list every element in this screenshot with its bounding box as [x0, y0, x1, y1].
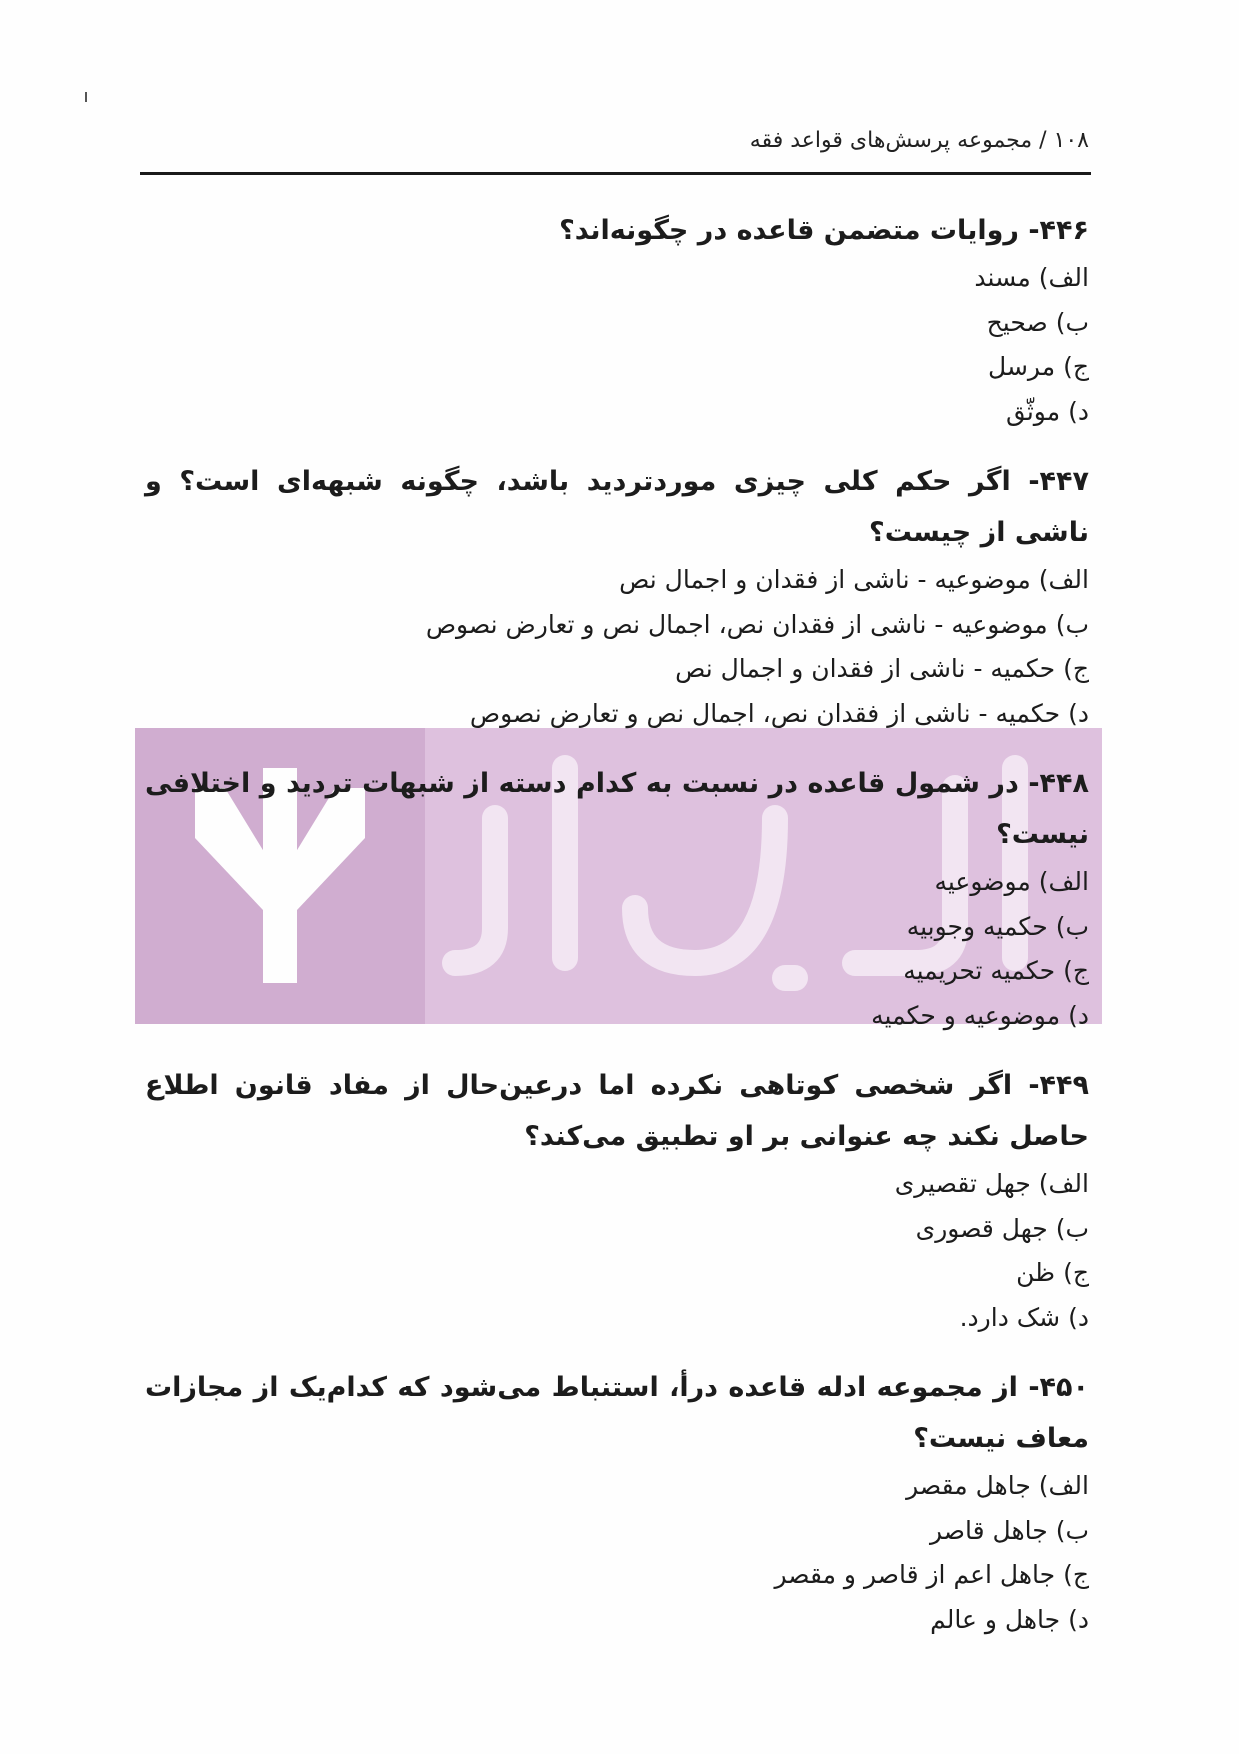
question-body: از مجموعه ادله قاعده درأ، استنباط می‌شود که کدام‌یک از مجازات معاف نیست؟ [145, 1372, 1089, 1454]
option-a [145, 256, 1089, 301]
header-rule [140, 172, 1091, 175]
option-letter: ب) [1055, 911, 1089, 941]
option-text: موضوعیه - ناشی از فقدان نص، اجمال نص و تعارض نصوص [425, 609, 1048, 639]
question-text [145, 758, 1089, 860]
option-letter: د) [1068, 396, 1089, 426]
option-d [145, 390, 1089, 435]
option-b [145, 301, 1089, 346]
question-body: اگر شخصی کوتاهی نکرده اما درعین‌حال از مفاد قانون اطلاع حاصل نکند چه عنوانی بر او تطبیق می‌کند؟ [145, 1070, 1089, 1152]
option-letter: ب) [1055, 307, 1089, 337]
option-text: موثّق [1005, 396, 1061, 426]
option-text: موضوعیه و حکمیه [871, 1000, 1061, 1030]
question-449 [145, 1060, 1089, 1340]
question-447 [145, 456, 1089, 736]
option-a [145, 1162, 1089, 1207]
option-text: صحیح [986, 307, 1048, 337]
option-letter: د) [1068, 1000, 1089, 1030]
option-d [145, 1598, 1089, 1643]
option-d [145, 994, 1089, 1039]
question-body: اگر حکم کلی چیزی موردتردید باشد، چگونه شبهه‌ای است؟ و ناشی از چیست؟ [145, 466, 1089, 548]
option-c [145, 1553, 1089, 1598]
option-d [145, 1296, 1089, 1341]
option-letter: د) [1068, 1604, 1089, 1634]
option-a [145, 1464, 1089, 1509]
option-a [145, 860, 1089, 905]
option-letter: ب) [1055, 1515, 1089, 1545]
option-text: جاهل مقصر [906, 1471, 1031, 1500]
question-448 [145, 758, 1089, 1038]
option-text: جهل تقصیری [894, 1169, 1031, 1198]
question-446 [145, 205, 1089, 434]
question-number: ۴۴۶- [1028, 215, 1089, 246]
option-c [145, 345, 1089, 390]
question-number: ۴۵۰- [1028, 1372, 1089, 1403]
option-a [145, 558, 1089, 603]
option-letter: ب) [1055, 609, 1089, 639]
question-450 [145, 1362, 1089, 1642]
option-letter: الف) [1038, 867, 1089, 896]
option-b [145, 1207, 1089, 1252]
option-letter: ب) [1055, 1213, 1089, 1243]
option-text: جهل قصوری [915, 1213, 1048, 1243]
option-text: مسند [974, 263, 1031, 292]
option-letter: الف) [1038, 565, 1089, 594]
question-body: روایات متضمن قاعده در چگونه‌اند؟ [559, 215, 1019, 246]
option-c [145, 1251, 1089, 1296]
option-b [145, 603, 1089, 648]
option-text: جاهل و عالم [930, 1604, 1061, 1634]
question-body: در شمول قاعده در نسبت به کدام دسته از شبهات تردید و اختلافی نیست؟ [145, 768, 1089, 850]
option-letter: الف) [1038, 263, 1089, 292]
option-c [145, 949, 1089, 994]
option-b [145, 905, 1089, 950]
question-text [145, 456, 1089, 558]
option-b [145, 1509, 1089, 1554]
option-letter: د) [1068, 1302, 1089, 1332]
option-text: موضوعیه [934, 867, 1031, 896]
questions-list [145, 205, 1089, 1664]
option-text: حکمیه - ناشی از فقدان نص، اجمال نص و تعارض نصوص [469, 698, 1061, 728]
option-letter: ج) [1063, 956, 1089, 985]
question-text [145, 1362, 1089, 1464]
option-text: جاهل اعم از قاصر و مقصر [774, 1560, 1056, 1589]
option-letter: د) [1068, 698, 1089, 728]
scan-mark [85, 92, 87, 102]
option-d [145, 692, 1089, 737]
option-letter: ج) [1063, 352, 1089, 381]
question-text [145, 205, 1089, 256]
option-text: شک دارد. [959, 1302, 1061, 1332]
question-number: ۴۴۷- [1028, 466, 1089, 497]
question-text [145, 1060, 1089, 1162]
page-header: ۱۰۸ / مجموعه پرسش‌های قواعد فقه [749, 128, 1089, 153]
option-text: حکمیه - ناشی از فقدان و اجمال نص [675, 654, 1056, 683]
option-text: جاهل قاصر [929, 1515, 1048, 1545]
option-letter: الف) [1038, 1471, 1089, 1500]
option-text: ظن [1016, 1258, 1056, 1287]
option-letter: ج) [1063, 654, 1089, 683]
option-text: موضوعیه - ناشی از فقدان و اجمال نص [619, 565, 1031, 594]
question-number: ۴۴۸- [1028, 768, 1089, 799]
option-letter: الف) [1038, 1169, 1089, 1198]
option-letter: ج) [1063, 1560, 1089, 1589]
option-c [145, 647, 1089, 692]
question-number: ۴۴۹- [1028, 1070, 1089, 1101]
option-text: حکمیه وجوبیه [906, 911, 1048, 941]
option-text: حکمیه تحریمیه [903, 956, 1056, 985]
option-text: مرسل [988, 352, 1056, 381]
option-letter: ج) [1063, 1258, 1089, 1287]
